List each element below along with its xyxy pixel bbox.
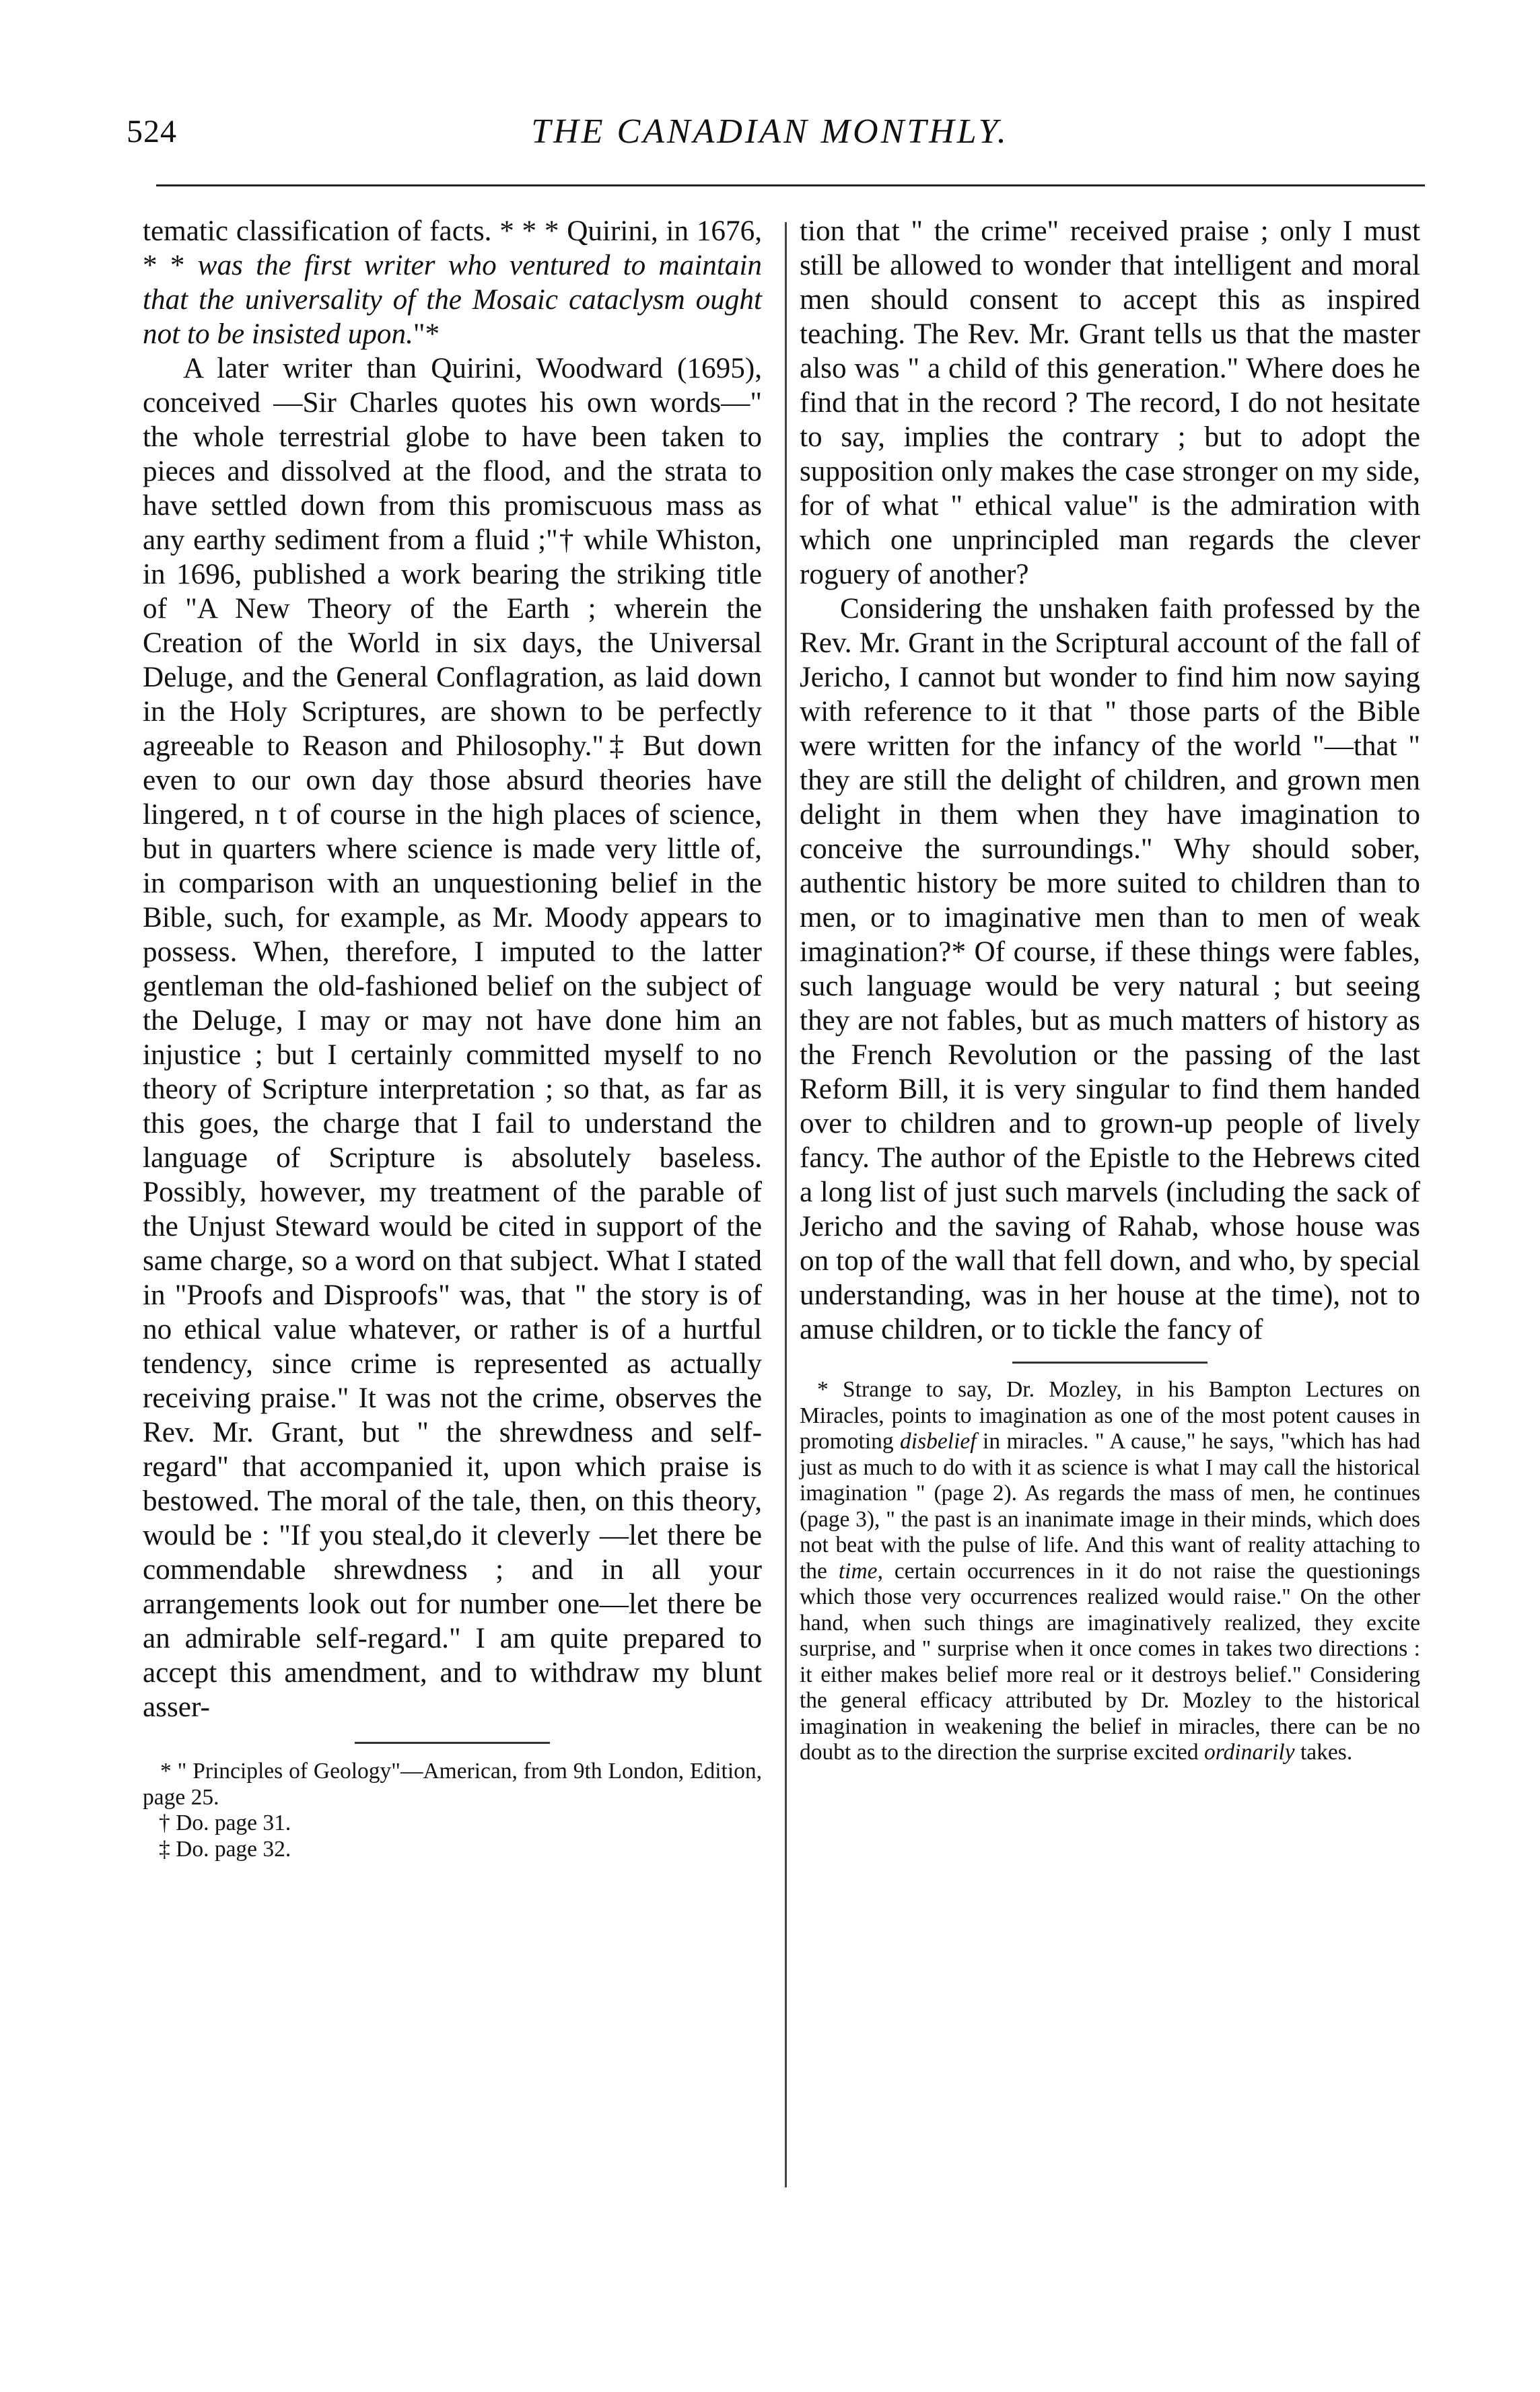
right-footnotes: [800, 1377, 1420, 1766]
right-paragraph-2: Considering the unshaken faith professed by the Rev. Mr. Grant in the Scriptural account of the fall of Jericho, I cannot but wonder to find him now saying with reference to it that " those parts of the Bible were written for the infancy of the world "—that " they are still the delight of children, and grown men delight in them when they have imagination to conceive the surroundings." Why should sober, authentic history be more suited to children than to men, or to imaginative men than to men of weak imagination?* Of course, if these things were fables, such language would be very natural ; but seeing they are not fables, but as much matters of history as the French Revolution or the passing of the last Reform Bill, it is very singular to find them handed over to children and to grown-up people of lively fancy. The author of the Epistle to the Hebrews cited a long list of just such marvels (including the sack of Jericho and the saving of Rahab, whose house was on top of the wall that fell down, and who, by special understanding, was in her house at the time), not to amuse children, or to tickle the fancy of: [800, 593, 1420, 1345]
footnote-dagger: † Do. page 31.: [159, 1810, 291, 1835]
footnote-mozley-text-d: takes.: [1294, 1740, 1353, 1765]
left-p1-italic: was the first writer who ventured to maintain that the universality of the Mosaic cataclysm ought not to be insisted upon.: [143, 250, 762, 350]
footnote-star: * " Principles of Geology"—American, from 9th London, Edition, page 25.: [143, 1759, 762, 1810]
right-paragraph-1: tion that " the crime" received praise ; only I must still be allowed to wonder that intelligent and moral men should consent to accept this as inspired teaching. The Rev. Mr. Grant tells us that the master also was " a child of this generation." Where does he find that in the record ? The record, I do not hesitate to say, implies the contrary ; but to adopt the supposition only makes the case stronger on my side, for of what " ethical value" is the admiration with which one unprincipled man regards the clever roguery of another?: [800, 215, 1420, 590]
left-p1-note-mark: "*: [413, 318, 440, 350]
left-footnotes: [143, 1759, 762, 1862]
footnote-mozley-italic-3: ordinarily: [1203, 1740, 1295, 1765]
running-title: THE CANADIAN MONTHLY.: [531, 112, 1009, 151]
column-divider: [785, 222, 787, 2187]
page-number: 524: [127, 114, 177, 149]
header-rule: [156, 184, 1425, 186]
left-p1-text: tematic classification of facts. * * * Quirini, in 1676, * *: [143, 215, 762, 281]
footnote-double-dagger: ‡ Do. page 32.: [159, 1836, 291, 1862]
footnote-mozley-italic-2: time: [838, 1558, 878, 1584]
footnote-mozley-text-b: in miracles. " A cause," he says, "which has had just as much to do with it as science is what I may call the historical imagination " (page 2). As regards the mass of men, he continues (page 3), " the past is an inanimate image in their minds, which does not beat with the pulse of life. And this want of reality attaching to the: [800, 1429, 1420, 1584]
footnote-mozley: [800, 1377, 1420, 1766]
footnote-mozley-text-c: , certain occurrences in it do not raise the questionings which those very occurrences realized would raise." On the other hand, when such things are imaginatively realized, they excite surprise, and " surprise when it once comes in takes two directions : it either makes belief more real or it destroys belief." Considering the general efficacy attributed by Dr. Mozley to the historical imagination in weakening the belief in miracles, there can be no doubt as to the direction the surprise excited: [800, 1558, 1420, 1765]
footnote-mozley-italic-1: disbelief: [900, 1429, 977, 1454]
right-footnote-rule: [1012, 1362, 1208, 1364]
left-footnote-rule: [355, 1742, 550, 1744]
right-column: [800, 214, 1420, 1766]
left-column: [143, 214, 762, 1862]
left-paragraph-2: A later writer than Quirini, Woodward (1695), conceived —Sir Charles quotes his own words—" the whole terrestrial globe to have been taken to pieces and dissolved at the flood, and the strata to have settled down from this promiscuous mass as any earthy sediment from a fluid ;"† while Whiston, in 1696, published a work bearing the striking title of "A New Theory of the Earth ; wherein the Creation of the World in six days, the Universal Deluge, and the General Conflagration, as laid down in the Holy Scriptures, are shown to be perfectly agreeable to Reason and Philosophy."‡ But down even to our own day those absurd theories have lingered, n t of course in the high places of science, but in quarters where science is made very little of, in comparison with an unquestioning belief in the Bible, such, for example, as Mr. Moody appears to possess. When, therefore, I imputed to the latter gentleman the old-fashioned belief on the subject of the Deluge, I may or may not have done him an injustice ; but I certainly committed myself to no theory of Scripture interpretation ; so that, as far as this goes, the charge that I fail to understand the language of Scripture is absolutely baseless. Possibly, however, my treatment of the parable of the Unjust Steward would be cited in support of the same charge, so a word on that subject. What I stated in "Proofs and Disproofs" was, that " the story is of no ethical value whatever, or rather is of a hurtful tendency, since crime is represented as actually receiving praise." It was not the crime, observes the Rev. Mr. Grant, but " the shrewdness and self-regard" that accompanied it, upon which praise is bestowed. The moral of the tale, then, on this theory, would be : "If you steal,do it cleverly —let there be commendable shrewdness ; and in all your arrangements look out for number one—let there be an admirable self-regard." I am quite prepared to accept this amendment, and to withdraw my blunt asser-: [143, 353, 762, 1723]
left-paragraph-1: [143, 214, 762, 351]
footnote-mozley-text-a: * Strange to say, Dr. Mozley, in his Bampton Lectures on Miracles, points to imagination as one of the most potent causes in promoting: [800, 1377, 1420, 1454]
